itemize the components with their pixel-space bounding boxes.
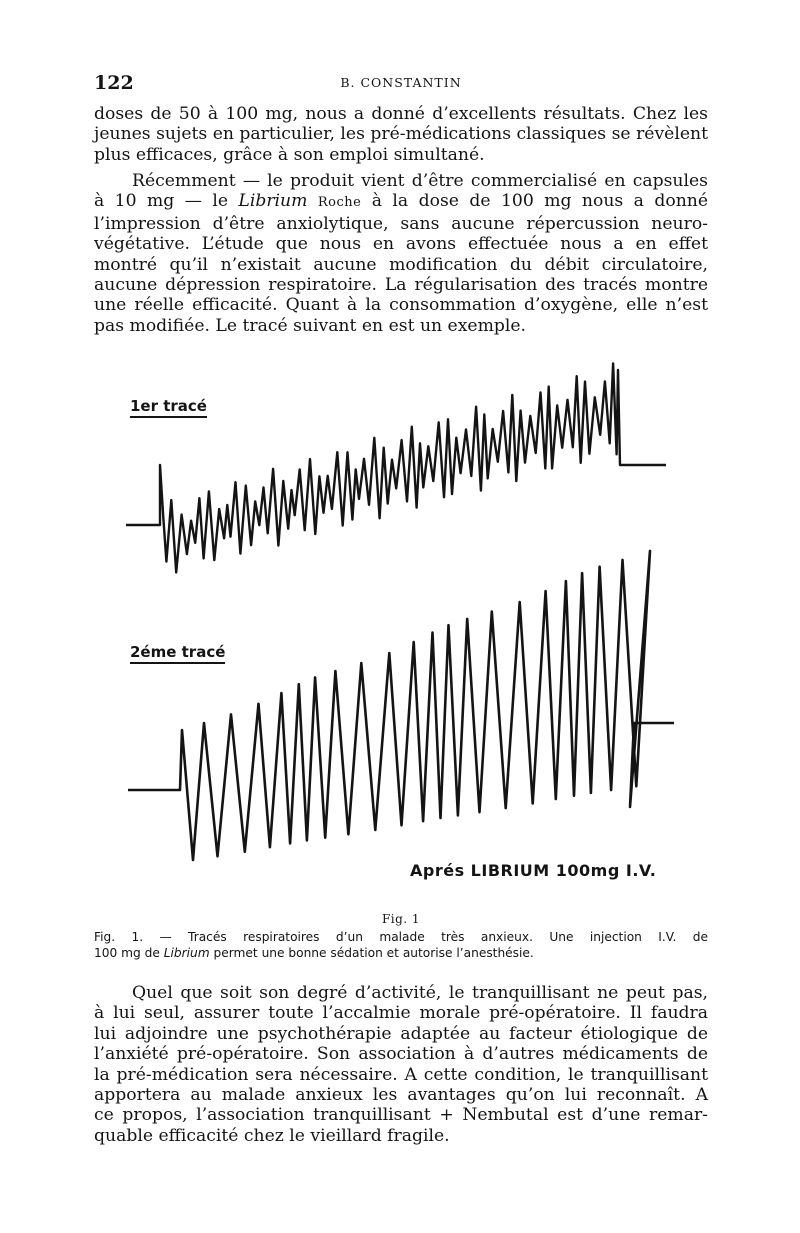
text-fragment: permet une bonne sédation et autorise l’anesthésie. [209,946,534,960]
paragraph-2 [94,171,708,336]
text-line: pas modifiée. Le tracé suivant en est un exemple. [94,315,527,336]
paragraph-1 [94,104,708,165]
drug-name: Librium [238,191,308,212]
caption-line: Fig. 1. — Tracés respiratoires d’un malade très anxieux. Une injection I.V. de [94,930,708,944]
text-line: aucune dépression respiratoire. La régularisation des tracés montre [94,275,708,296]
text-line: Quel que soit son degré d’activité, le tranquillisant ne peut pas, [132,983,708,1003]
text-fragment: à la dose de 100 mg nous a donné [361,191,709,212]
text-line: la pré-médication sera nécessaire. A cette condition, le tranquillisant [94,1064,708,1085]
trace-1-waveform [126,363,666,572]
after-librium-label: Aprés LIBRIUM 100mg I.V. [410,861,657,880]
trace-2-waveform [128,551,674,860]
page-number: 122 [94,72,134,94]
text-line: jeunes sujets en particulier, les pré-médications classiques se révèlent [94,124,708,145]
manufacturer-name: Roche [317,195,362,211]
respiratory-trace-figure [94,335,708,895]
text-line: Récemment — le produit vient d’être commercialisé en capsules [132,171,708,191]
text-line: l’impression d’être anxiolytique, sans aucune répercussion neuro- [94,213,708,234]
text-line: à lui seul, assurer toute l’accalmie morale pré-opératoire. Il faudra [94,1003,708,1024]
text-fragment [307,191,317,211]
running-head: B. CONSTANTIN [340,75,462,90]
text-line: lui adjoindre une psychothérapie adaptée au facteur étiologique de [94,1023,708,1044]
drug-name: Librium [163,946,210,960]
text-line: l’anxiété pré-opératoire. Son association à d’autres médicaments de [94,1044,708,1065]
trace-1-label: 1er tracé [130,397,207,418]
text-fragment: 100 mg de [94,946,164,960]
figure-caption [94,929,708,961]
caption-line [94,945,708,961]
trace-drawing [94,335,708,895]
text-line: montré qu’il n’existait aucune modification du débit circulatoire, [94,254,708,275]
text-line: quable efficacité chez le vieillard fragile. [94,1125,450,1146]
trace-2-label: 2éme tracé [130,643,225,664]
text-line: ce propos, l’association tranquillisant + Nembutal est d’une remar- [94,1105,708,1126]
figure-number: Fig. 1 [381,912,421,926]
text-line: plus efficaces, grâce à son emploi simultané. [94,144,485,165]
page-header [94,72,708,96]
text-line: doses de 50 à 100 mg, nous a donné d’excellents résultats. Chez les [94,104,708,124]
text-line [94,191,708,213]
text-line: une réelle efficacité. Quant à la consommation d’oxygène, elle n’est [94,295,708,316]
text-line: apportera au malade anxieux les avantages qu’on lui reconnaît. A [94,1085,708,1106]
text-fragment: à 10 mg — le [94,191,239,212]
text-line: végétative. L’étude que nous en avons effectuée nous a en effet [94,234,708,255]
paragraph-3 [94,983,708,1146]
